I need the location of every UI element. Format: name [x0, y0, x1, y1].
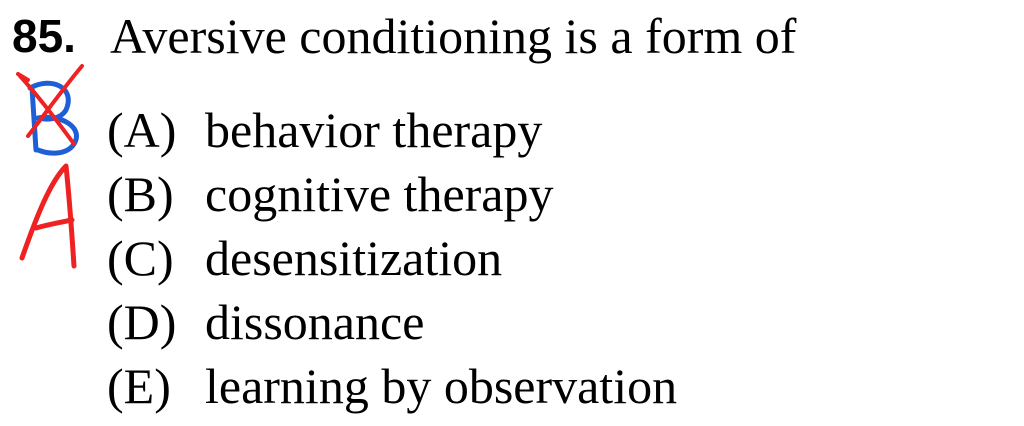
- choice-text: dissonance: [205, 294, 425, 350]
- answer-choices: [107, 98, 677, 418]
- choice-letter: (E): [107, 358, 171, 414]
- choice-a[interactable]: [107, 98, 677, 162]
- choice-letter: (C): [107, 230, 174, 286]
- choice-d[interactable]: [107, 290, 677, 354]
- choice-c[interactable]: [107, 226, 677, 290]
- choice-b[interactable]: [107, 162, 677, 226]
- question-number: 85.: [12, 10, 76, 62]
- choice-text: behavior therapy: [205, 102, 543, 158]
- cross-out-icon: [18, 66, 82, 144]
- handwritten-a-icon: [22, 166, 74, 266]
- choice-text: cognitive therapy: [205, 166, 554, 222]
- choice-letter: (D): [107, 294, 177, 350]
- choice-letter: (B): [107, 166, 174, 222]
- question-stem: Aversive conditioning is a form of: [110, 8, 797, 64]
- choice-letter: (A): [107, 102, 177, 158]
- choice-text: desensitization: [205, 230, 503, 286]
- handwritten-annotation: [0, 58, 110, 278]
- choice-text: learning by observation: [205, 358, 678, 414]
- choice-e[interactable]: [107, 354, 677, 418]
